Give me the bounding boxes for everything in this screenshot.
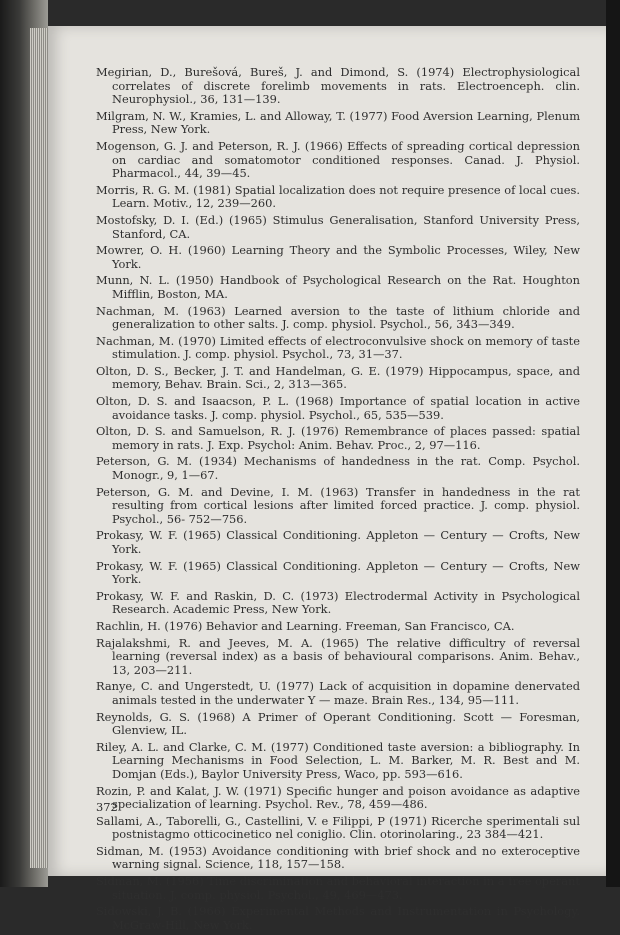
reference-entry: Prokasy, W. F. (1965) Classical Conditioning. Appleton — Century — Crofts, New York. — [96, 528, 580, 556]
reference-entry: Rozin, P. and Kalat, J. W. (1971) Specific hunger and poison avoidance as adaptive specialization of learning. Psychol. Rev., 78, 459—486. — [96, 783, 580, 812]
reference-entry: Sidowski, J. B. (1966) Experimental Methods and Instrumentation in Psychology. McGraw-Hill, New York. — [96, 904, 580, 932]
reference-entry: Prokasy, W. F. and Raskin, D. C. (1973) Electrodermal Activity in Psychological Research. Academic Press, New York. — [96, 588, 580, 617]
reference-entry: Sidman, M. (1956) Time discrimination and behavioral interaction in a free operant situation. J. comp. physiol. Psychol., 49, 469—473. — [96, 874, 580, 902]
reference-entry: Reynolds, G. S. (1968) A Primer of Operant Conditioning. Scott — Foresman, Glenview, IL. — [96, 709, 580, 738]
reference-entry: Nachman, M. (1970) Limited effects of electroconvulsive shock on memory of taste stimulation. J. comp. physiol. Psychol., 73, 31—37. — [96, 333, 580, 362]
right-background — [606, 0, 620, 887]
reference-entry: Olton, D. S., Becker, J. T. and Handelman, G. E. (1979) Hippocampus, space, and memory, Behav. Brain. Sci., 2, 313—365. — [96, 363, 580, 392]
reference-entry: Peterson, G. M. and Devine, I. M. (1963) Transfer in handedness in the rat resulting from cortical lesions after limited forced practice. J. comp. physiol. Psychol., 56- 752—756. — [96, 484, 580, 526]
reference-entry: Mostofsky, D. I. (Ed.) (1965) Stimulus Generalisation, Stanford University Press, Stanford, CA. — [96, 212, 580, 241]
reference-entry: Mogenson, G. J. and Peterson, R. J. (1966) Effects of spreading cortical depression on cardiac and somatomotor conditioned responses. Canad. J. Physiol. Pharmacol., 44, 39—45. — [96, 138, 580, 181]
reference-entry: Megirian, D., Burešová, Bureš, J. and Dimond, S. (1974) Electrophysiological correlates of discrete forelimb movements in rats. Electroenceph. clin. Neurophysiol., 36, 131—139. — [96, 65, 580, 107]
reference-list — [96, 66, 580, 935]
reference-entry: Nachman, M. (1963) Learned aversion to the taste of lithium chloride and generalization to other salts. J. comp. physiol. Psychol., 56, 343—349. — [96, 303, 580, 332]
reference-entry: Olton, D. S. and Isaacson, P. L. (1968) Importance of spatial location in active avoidance tasks. J. comp. physiol. Psychol., 65, 535—539. — [96, 394, 580, 422]
reference-entry: Morris, R. G. M. (1981) Spatial localization does not require presence of local cues. Learn. Motiv., 12, 239—260. — [96, 182, 580, 211]
reference-entry: Mowrer, O. H. (1960) Learning Theory and the Symbolic Processes, Wiley, New York. — [96, 243, 580, 271]
page-number: 372 — [96, 800, 118, 814]
reference-entry: Olton, D. S. and Samuelson, R. J. (1976) Remembrance of places passed: spatial memory in rats. J. Exp. Psychol: Anim. Behav. Proc., 2, 97—116. — [96, 424, 580, 452]
reference-entry: Ranye, C. and Ungerstedt, U. (1977) Lack of acquisition in dopamine denervated animals tested in the underwater Y — maze. Brain Res., 134, 95—111. — [96, 679, 580, 707]
reference-entry: Munn, N. L. (1950) Handbook of Psychological Research on the Rat. Houghton Mifflin, Boston, MA. — [96, 273, 580, 301]
reference-entry: Sidman, M. (1953) Avoidance conditioning with brief shock and no exteroceptive warning signal. Science, 118, 157—158. — [96, 843, 580, 872]
reference-entry: Peterson, G. M. (1934) Mechanisms of handedness in the rat. Comp. Psychol. Monogr., 9, 1—67. — [96, 454, 580, 483]
reference-entry: Milgram, N. W., Kramies, L. and Alloway, T. (1977) Food Aversion Learning, Plenum Press, New York. — [96, 108, 580, 137]
reference-entry: Rachlin, H. (1976) Behavior and Learning. Freeman, San Francisco, CA. — [96, 618, 515, 633]
reference-entry: Sallami, A., Taborelli, G., Castellini, V. e Filippi, P (1971) Ricerche sperimentali sul postnistagmo otticocinetico nel coniglio. Clin. otorinolaring., 23 384—421. — [96, 813, 580, 842]
reference-entry: Prokasy, W. F. (1965) Classical Conditioning. Appleton — Century — Crofts, New York. — [96, 558, 580, 587]
reference-entry: Riley, A. L. and Clarke, C. M. (1977) Conditioned taste aversion: a bibliography. In Learning Mechanisms in Food Selection, L. M. Barker, M. R. Best and M. Domjan (Eds.), Baylor University Press, Waco, pp. 593—616. — [96, 739, 580, 781]
reference-entry: Rajalakshmi, R. and Jeeves, M. A. (1965) The relative difficultry of reversal learning (reversal index) as a basis of behavioural comparisons. Anim. Behav., 13, 203—211. — [96, 635, 580, 677]
